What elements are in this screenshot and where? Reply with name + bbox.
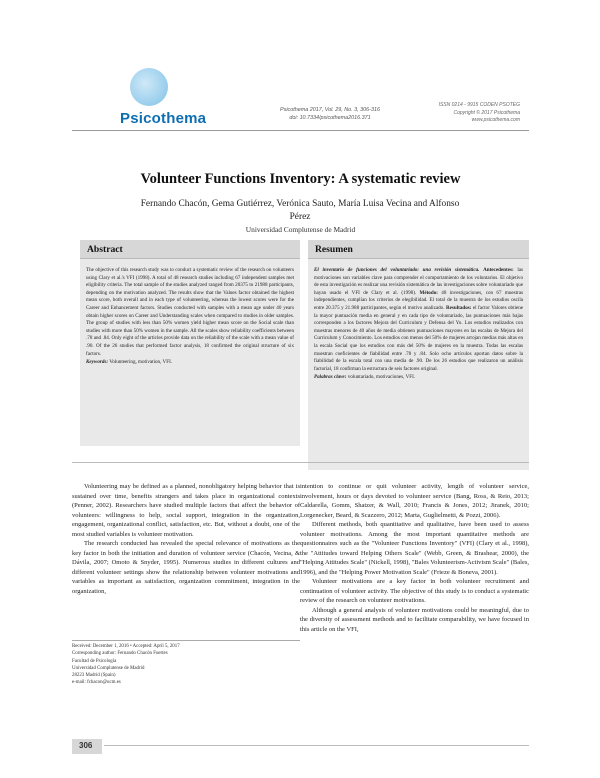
resultados-text: el factor Valores obtiene la mayor puntuación media en general y en cada tipo de voluntariado, las puntuaciones más bajas corresponden a los factores Mejora del Curriculum y Defensa del Yo. Los estudios realizados con muestras menores de 40 años de media obtienen puntuaciones mayores en las escalas de Mejora del Curriculum y Conocimiento. Los estudios con menos del 50% de mujeres arrojan medias más altas en la escala Social que los estudios con más del 50% de mujeres en la muestra. Todas las escalas muestran coeficientes de fiabilidad entre .78 y .84. Solo ocho artículos aportan datos sobre la fiabilidad de la escala total con una media de .90. De los 26 estudios que realizaron un análisis factorial, 18 confirman la estructura de seis factores original. [314,304,524,372]
abstract-text: The objective of this research study was to conduct a systematic review of the research on volunteers using Clary et al.'s VFI (1998). A total of 48 research studies including 67 independent samples met eligibility criteria. The total sample of the studies analyzed ranged from 20375 to 21988 participants, depending on the motivation analyzed. The results show that the Values factor obtained the highest mean score, both overall and in each type of volunteering, whereas the lowest scores were for the Career and Enhancement factors. Studies conducted with samples with a mean age under 40 years obtain higher scores on Career and Understanding scales when compared to studies in older samples. The group of studies with less than 50% women yield higher mean score on the Social scale than studies with more than 50% women in the sample. All the scales show reliability coefficients between .78 and .84. Only eight of the articles provide data on the reliability of the scale with a mean value of .90. Of the 26 studies that performed factor analysis, 18 confirmed the original structure of six factors. [86,267,294,357]
body-paragraph: The research conducted has revealed the special relevance of motivations as the key factor in both the initiation and duration of volunteer service (Chacón, Vecina, & Dávila, 2007; Omoto & Snyder, 1995). Numerous studies in different cultures and different volunteer settings show the relationship between volunteer motivations and variables as important as satisfaction, organization commitment, integration in the organization, [72,540,300,595]
journal-reference [270,106,390,122]
body-paragraph: Volunteer motivations are a key factor in both volunteer recruitment and continuation of volunteer activity. The objective of this study is to conduct a systematic review of the research on volunteer motivations. [300,578,529,604]
issn: ISSN 0214 - 9915 CODEN PSOTEG [438,102,520,108]
abstract-heading: Abstract [87,244,123,255]
resumen-box [308,240,529,470]
abstract-body [86,267,294,367]
metodo-text: 48 investigaciones, con 67 muestras independientes, cumplían los criterios de elegibilidad. El total de la muestra de los estudios oscila entre 20.375 y 21.988 participantes, según el motivo analizado. [314,289,523,311]
journal-meta [420,102,520,125]
resumen-keywords [314,374,523,382]
logo-circle-icon [130,68,168,106]
keywords-label: Keywords: [86,359,109,366]
website: www.psicothema.com [471,117,520,123]
page-number-box [72,739,102,754]
doi: doi: 10.7334/psicothema2016.371 [289,115,371,121]
authors: Fernando Chacón, Gema Gutiérrez, Verónica Sauto, María Luisa Vecina and Alfonso Pérez [140,199,460,222]
corresponding-author: Corresponding author: Fernando Chacón Fuertes [72,651,168,657]
abstract-header [80,240,300,259]
footnote-divider [72,640,300,641]
page-footer-line [104,745,529,746]
copyright: Copyright © 2017 Psicothema [453,109,520,116]
body-column-right [300,482,529,634]
journal-logo [116,68,256,128]
abstract-keywords [86,359,294,367]
body-paragraph: Volunteering may be defined as a planned, nonobligatory helping behavior that is sustained over time, benefits strangers and takes place in organizational contexts (Penner, 2002). Researchers have studied multiple factors that affect the behavior of volunteers: willingness to help, social support, integration in the organization, engagement, organizational conflict, satisfaction, etc. But, without a doubt, one of the most studied variables is volunteer motivation. [72,483,300,538]
resumen-title: El inventario de funciones del voluntariado: una revisión sistemática. [314,267,480,273]
paper-title: Volunteer Functions Inventory: A systematic review [140,171,461,187]
palabras-clave: voluntariado, motivaciones, VFI. [347,374,416,381]
footnote [72,643,302,687]
body-paragraph: intention to continue or quit volunteer activity, length of volunteer service, involvement, hours or days devoted to volunteer service (Bang, Ross, & Reio, 2013; Caldarella, Gomm, Shatzer, & Wall, 2010; Francis & Jones, 2012; Jiranek, 2010; Lorgenecker, Beard, & Scazzero, 2012; Marta, Guglielmetti, & Pozzi, 2006). [300,483,529,519]
palabras-clave-label: Palabras clave: [314,374,347,381]
metodo-label: Método: [419,289,438,296]
body-column-left [72,482,300,596]
antecedentes-text: las motivaciones son variables clave para comprender el comportamiento de los voluntarios. El objetivo de esta investigación es realizar una revisión sistemática de las investigaciones sobre voluntariado que hayan usado el VFI de Clary et al. (1998). [314,267,524,296]
keywords: Volunteering, motivation, VFI. [109,359,173,366]
journal-ref: Psicothema 2017, Vol. 29, No. 3, 306-316 [280,107,380,113]
resultados-label: Resultados: [445,304,472,311]
body-paragraph: Different methods, both quantitative and qualitative, have been used to assess volunteer motivations. Among the most important quantitative methods are questionnaires such as the "Volunteer Functions Inventory" (VFI) (Clary et al., 1998), the "Attitudes toward Helping Others Scale" (Webb, Green, & Brashear, 2000), the "Helping Attitudes Scale" (Nickell, 1998), "Bales Volunteerism-Activism Scale" (Bales, 1996), and the "Helping Power Motivation Scale" (Frieze & Boneva, 2001). [300,521,529,576]
resumen-heading: Resumen [315,244,353,255]
city: 28223 Madrid (Spain) [72,673,116,679]
received-dates: Received: December 1, 2016 • Accepted: April 5, 2017 [72,644,180,649]
body-paragraph: Although a general analysis of volunteer motivations could be meaningful, due to the diversity of assessment methods and to facilitate comparability, we have focused in this article on the VFI, [300,606,529,633]
logo-text: Psicothema [120,110,207,127]
header-divider [72,130,529,131]
email: e-mail: fchacon@ucm.es [72,680,121,686]
resumen-body [314,267,523,382]
page-number: 306 [79,741,93,750]
university: Universidad Complutense de Madrid [72,665,145,671]
antecedentes-label: Antecedentes: [483,267,514,273]
section-divider [72,462,529,463]
abstract-box [80,240,300,446]
faculty: Facultad de Psicología [72,658,117,664]
affiliation: Universidad Complutense de Madrid [245,225,356,234]
resumen-header [308,240,529,259]
